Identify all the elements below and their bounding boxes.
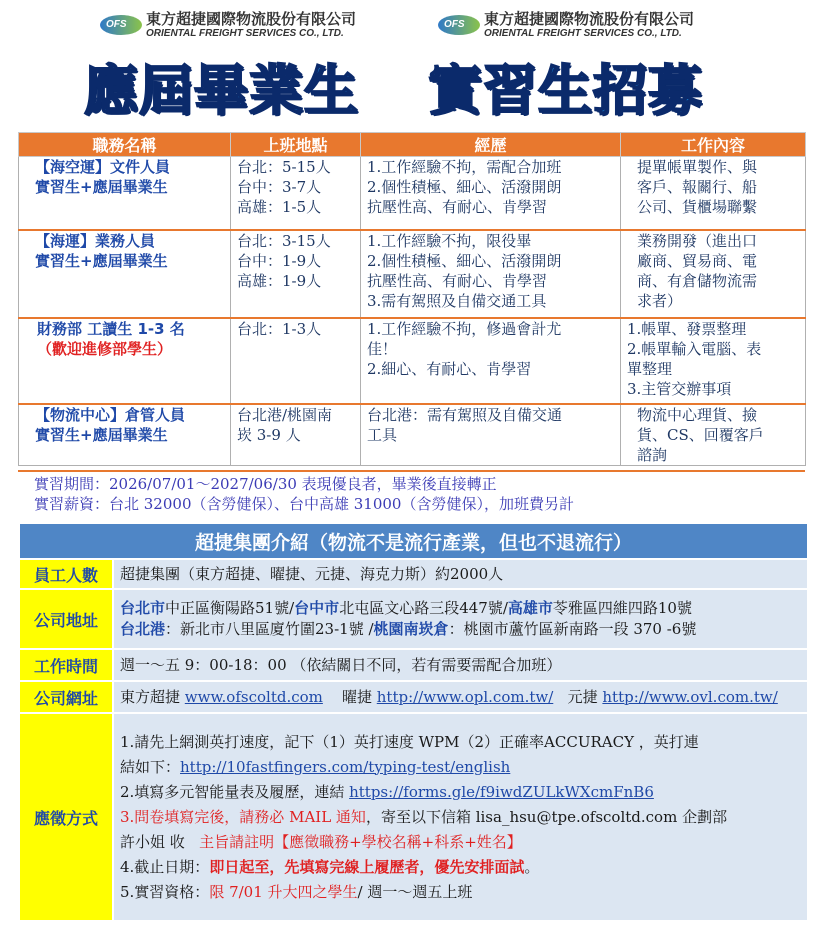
employees-label: 員工人數 — [19, 559, 113, 589]
table-row — [19, 230, 806, 318]
job-location: 台北港/桃園南 崁 3-9 人 — [231, 404, 361, 466]
intro-heading: 超捷集團介紹（物流不是流行產業，但也不退流行） — [19, 523, 808, 559]
company-info-table — [18, 522, 809, 922]
job-duties: 業務開發（進出口 廠商、貿易商、電 商、有倉儲物流需 求者） — [621, 230, 806, 318]
banner-interns: 實習生招募 — [428, 59, 703, 122]
company-name-en: ORIENTAL FREIGHT SERVICES CO., LTD. — [484, 28, 682, 39]
job-location: 台北：3-15人 台中：1-9人 高雄：1-9人 — [231, 230, 361, 318]
job-title: 【海運】業務人員 實習生+應屆畢業生 — [19, 230, 231, 318]
job-experience: 1.工作經驗不拘，限役畢 2.個性積極、細心、活潑開朗 抗壓性高、有耐心、肯學習 3.需有駕照及自備交通工具 — [361, 230, 621, 318]
internship-salary: 實習薪資：台北 32000（含勞健保）、台中高雄 31000（含勞健保），加班費另計 — [34, 495, 574, 513]
internship-period-box — [18, 470, 805, 516]
table-row — [19, 157, 806, 230]
internship-period: 實習期間：2026/07/01～2027/06/30 表現優良者，畢業後直接轉正 — [34, 475, 497, 493]
col-header-duties: 工作內容 — [621, 133, 806, 157]
company-logo-right — [438, 10, 694, 40]
website-label: 公司網址 — [19, 681, 113, 713]
apply-value: 1.請先上網測英打速度，記下（1）英打速度 WPM（2）正確率ACCURACY ，英打連 結如下：http://10fastfingers.com/typing-test/english 2.填寫多元智能量表及履歷，連結 https://forms.gle/f9iwdZULkWXcmFnB6 3.問卷填寫完後，請務必 MAIL 通知，寄至以下信箱 lisa_hsu@tpe.ofscoltd.com 企劃部 許小姐 收 主旨請註明【應徵職務+學校名稱+科系+姓名】 4.截止日期：即日起至，先填寫完線上履歷者，優先安排面試。 5.實習資格：限 7/01 升大四之學生/ 週一～週五上班 — [113, 713, 808, 921]
job-table-header — [19, 133, 806, 157]
job-duties: 物流中心理貨、撿 貨、CS、回覆客戶 諮詢 — [621, 404, 806, 466]
col-header-location: 上班地點 — [231, 133, 361, 157]
banner-graduates: 應屆畢業生 — [84, 59, 359, 122]
apply-label: 應徵方式 — [19, 713, 113, 921]
job-title: 財務部 工讀生 1-3 名 （歡迎進修部學生） — [19, 318, 231, 404]
hours-value: 週一～五 9：00-18：00 （依結關日不同，若有需要需配合加班） — [113, 649, 808, 681]
company-name-cn: 東方超捷國際物流股份有限公司 — [146, 10, 357, 28]
ofs-website-link[interactable]: www.ofscoltd.com — [184, 687, 323, 706]
ofs-logo-icon: OFS — [100, 10, 146, 40]
job-duties: 提單帳單製作、與 客戶、報關行、船 公司、貨櫃場聯繫 — [621, 157, 806, 230]
company-name-cn: 東方超捷國際物流股份有限公司 — [484, 10, 695, 28]
company-logo-left — [100, 10, 356, 40]
job-table — [18, 132, 806, 466]
hours-label: 工作時間 — [19, 649, 113, 681]
job-experience: 1.工作經驗不拘，修過會計尤 佳！ 2.細心、有耐心、肯學習 — [361, 318, 621, 404]
job-experience: 台北港：需有駕照及自備交通 工具 — [361, 404, 621, 466]
ofs-logo-icon: OFS — [438, 10, 484, 40]
table-row — [19, 318, 806, 404]
ovl-website-link[interactable]: http://www.ovl.com.tw/ — [602, 687, 778, 706]
job-location: 台北：5-15人 台中：3-7人 高雄：1-5人 — [231, 157, 361, 230]
job-experience: 1.工作經驗不拘，需配合加班 2.個性積極、細心、活潑開朗 抗壓性高、有耐心、肯學習 — [361, 157, 621, 230]
address-value: 台北市中正區衡陽路51號/台中市北屯區文心路三段447號/高雄市苓雅區四維四路10號 台北港：新北市八里區廈竹圍23-1號 /桃園南崁倉：桃園市蘆竹區新南路一段 370 -6號 — [113, 589, 808, 649]
job-duties: 1.帳單、發票整理 2.帳單輸入電腦、表 單整理 3.主管交辦事項 — [621, 318, 806, 404]
job-title: 【物流中心】倉管人員 實習生+應屆畢業生 — [19, 404, 231, 466]
employees-value: 超捷集團（東方超捷、曜捷、元捷、海克力斯）約2000人 — [113, 559, 808, 589]
job-title: 【海空運】文件人員 實習生+應屆畢業生 — [19, 157, 231, 230]
website-value: 東方超捷 www.ofscoltd.com 曜捷 http://www.opl.com.tw/ 元捷 http://www.ovl.com.tw/ — [113, 681, 808, 713]
table-row — [19, 404, 806, 466]
col-header-experience: 經歷 — [361, 133, 621, 157]
col-header-title: 職務名稱 — [19, 133, 231, 157]
opl-website-link[interactable]: http://www.opl.com.tw/ — [376, 687, 554, 706]
form-link[interactable]: https://forms.gle/f9iwdZULkWXcmFnB6 — [349, 782, 654, 801]
address-label: 公司地址 — [19, 589, 113, 649]
typing-test-link[interactable]: http://10fastfingers.com/typing-test/english — [180, 757, 511, 776]
job-location: 台北：1-3人 — [231, 318, 361, 404]
company-name-en: ORIENTAL FREIGHT SERVICES CO., LTD. — [146, 28, 344, 39]
